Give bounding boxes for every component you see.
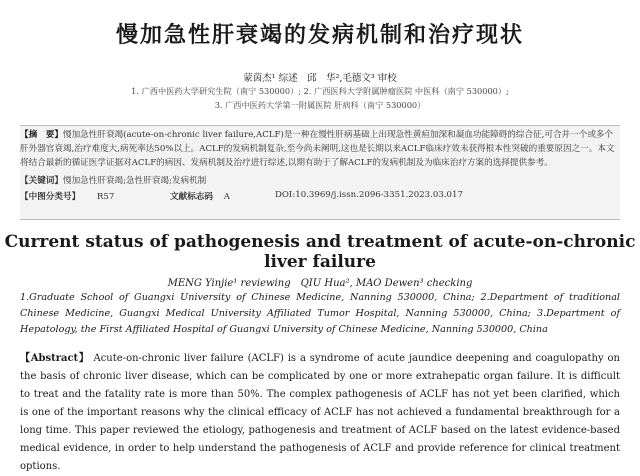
chinese-keywords-label: 【关键词】 [20, 176, 63, 186]
doi: DOI:10.3969/j.issn.2096-3351.2023.03.017 [275, 190, 463, 200]
english-abstract-text: Acute-on-chronic liver failure (ACLF) is a syndrome of acute jaundice deepening and coagulopathy on the basis of chronic liver disease, which can be complicated by one or more extrahepatic organ failure. It is difficult to treat and the fatality rate is more than 50%. The complex pathogenesis of ACLF has not yet been clarified, which is one of the important reasons why the clinical efficacy of ACLF has not achieved a fundamental breakthrough for a long time. This paper reviewed the etiology, pathogenesis and treatment of ACLF based on the latest evidence-based medical evidence, in order to help understand the pathogenesis of ACLF and provide reference for clinical treatment options. [20, 353, 620, 472]
chinese-affiliations [60, 84, 580, 112]
chinese-abstract-text: 慢加急性肝衰竭(acute-on-chronic liver failure,ACLF)是一种在慢性肝病基础上出现急性黄疸加深和凝血功能障碍的综合征,可合并一个或多个肝外器官衰竭,治疗难度大,病死率达50%以上。ACLF的发病机制复杂,至今尚未阐明,这也是长期以来ACLF临床疗效未获得根本性突破的重要原因之一。本文将结合最新的循证医学证据对ACLF的病因、发病机制及治疗进行综述,以期有助于了解ACLF的发病机制及为临床治疗方案的选择提供参考。 [20, 130, 615, 168]
clc-group [20, 190, 114, 202]
chinese-keywords-text: 慢加急性肝衰竭;急性肝衰竭;发病机制 [62, 176, 207, 186]
english-abstract [20, 350, 620, 476]
chinese-keywords [20, 174, 206, 186]
doc-code-value: A [223, 192, 230, 202]
english-authors: MENG Yinjie¹ reviewing QIU Hua², MAO Dewen³ checking [167, 278, 473, 289]
chinese-abstract-label: 【摘 要】 [20, 130, 63, 140]
chinese-affiliation-line-2: 3. 广西中医药大学第一附属医院 肝病科（南宁 530000） [214, 100, 426, 110]
english-affiliations: 1.Graduate School of Guangxi University of Chinese Medicine, Nanning 530000, China; 2.Department of traditional Chinese Medicine, Guangxi Medical University Affiliated Tumor Hospital, Nanning 530000, China; 3.Department of Hepatology, the First Affiliated Hospital of Guangxi University of Chinese Medicine, Nanning 530000, China [20, 292, 620, 335]
english-abstract-label: 【Abstract】 [20, 353, 90, 364]
doc-code-label: 文献标志码 [170, 192, 213, 202]
chinese-authors: 蒙茵杰¹ 综述 邱 华²,毛德文³ 审校 [243, 73, 397, 84]
english-title: Current status of pathogenesis and treatment of acute-on-chronic liver failure [4, 232, 636, 272]
chinese-title: 慢加急性肝衰竭的发病机制和治疗现状 [115, 23, 524, 48]
clc-label: 【中图分类号】 [20, 192, 81, 202]
clc-value: R57 [96, 192, 115, 202]
chinese-abstract [20, 128, 620, 170]
chinese-affiliation-line-1: 1. 广西中医药大学研究生院（南宁 530000）; 2. 广西医科大学附属肿瘤医院 中医科（南宁 530000）; [131, 86, 509, 96]
doc-code-group [170, 190, 230, 202]
